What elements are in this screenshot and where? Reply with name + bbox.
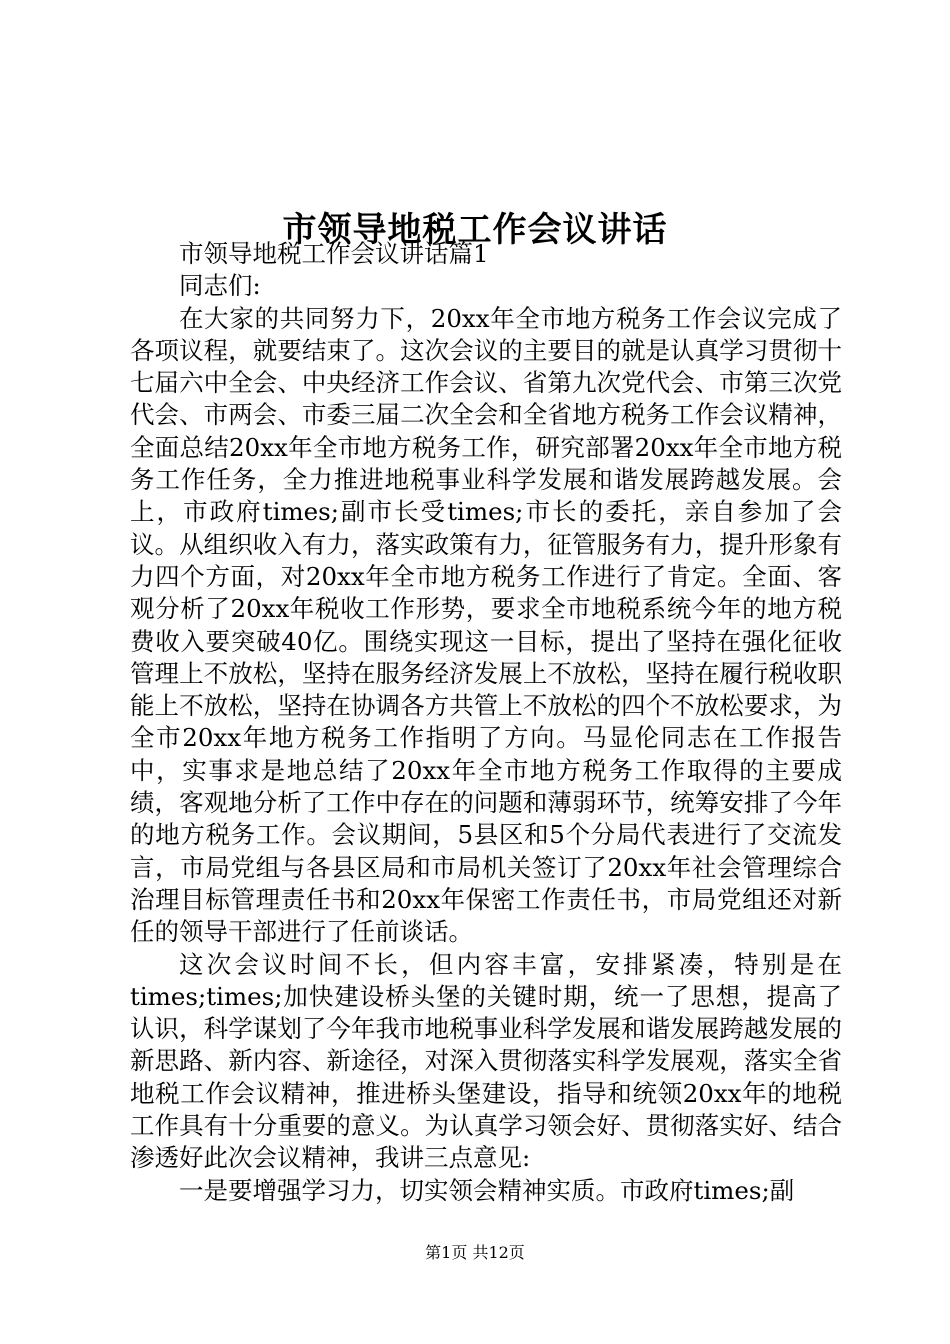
document-body [130,238,842,1207]
paragraph-1: 在大家的共同努力下，20xx年全市地方税务工作会议完成了各项议程，就要结束了。这次会议的主要目的就是认真学习贯彻十七届六中全会、中央经济工作会议、省第九次党代会、市第三次党代会、市两会、市委三届二次全会和全省地方税务工作会议精神，全面总结20xx年全市地方税务工作，研究部署20xx年全市地方税务工作任务，全力推进地税事业科学发展和谐发展跨越发展。会上，市政府times;副市长受times;市长的委托，亲自参加了会议。从组织收入有力，落实政策有力，征管服务有力，提升形象有力四个方面，对20xx年全市地方税务工作进行了肯定。全面、客观分析了20xx年税收工作形势，要求全市地税系统今年的地方税费收入要突破40亿。围绕实现这一目标，提出了坚持在强化征收管理上不放松，坚持在服务经济发展上不放松，坚持在履行税收职能上不放松，坚持在协调各方共管上不放松的四个不放松要求，为全市20xx年地方税务工作指明了方向。马显伦同志在工作报告中，实事求是地总结了20xx年全市地方税务工作取得的主要成绩，客观地分析了工作中存在的问题和薄弱环节，统筹安排了今年的地方税务工作。会议期间，5县区和5个分局代表进行了交流发言，市局党组与各县区局和市局机关签订了20xx年社会管理综合治理目标管理责任书和20xx年保密工作责任书，市局党组还对新任的领导干部进行了任前谈话。 [130,303,842,947]
page-number-footer: 第1页 共12页 [425,1243,525,1262]
document-title: 市领导地税工作会议讲话 [282,209,668,250]
paragraph-2: 这次会议时间不长，但内容丰富，安排紧凑，特别是在times;times;加快建设桥头堡的关键时期，统一了思想，提高了认识，科学谋划了今年我市地税事业科学发展和谐发展跨越发展的新思路、新内容、新途径，对深入贯彻落实科学发展观，落实全省地税工作会议精神，推进桥头堡建设，指导和统领20xx年的地税工作具有十分重要的意义。为认真学习领会好、贯彻落实好、结合渗透好此次会议精神，我讲三点意见: [130,949,842,1173]
paragraph-3: 一是要增强学习力，切实领会精神实质。市政府times;副 [179,1175,795,1205]
document-subtitle: 市领导地税工作会议讲话篇1 [179,239,489,268]
salutation: 同志们: [179,271,261,301]
